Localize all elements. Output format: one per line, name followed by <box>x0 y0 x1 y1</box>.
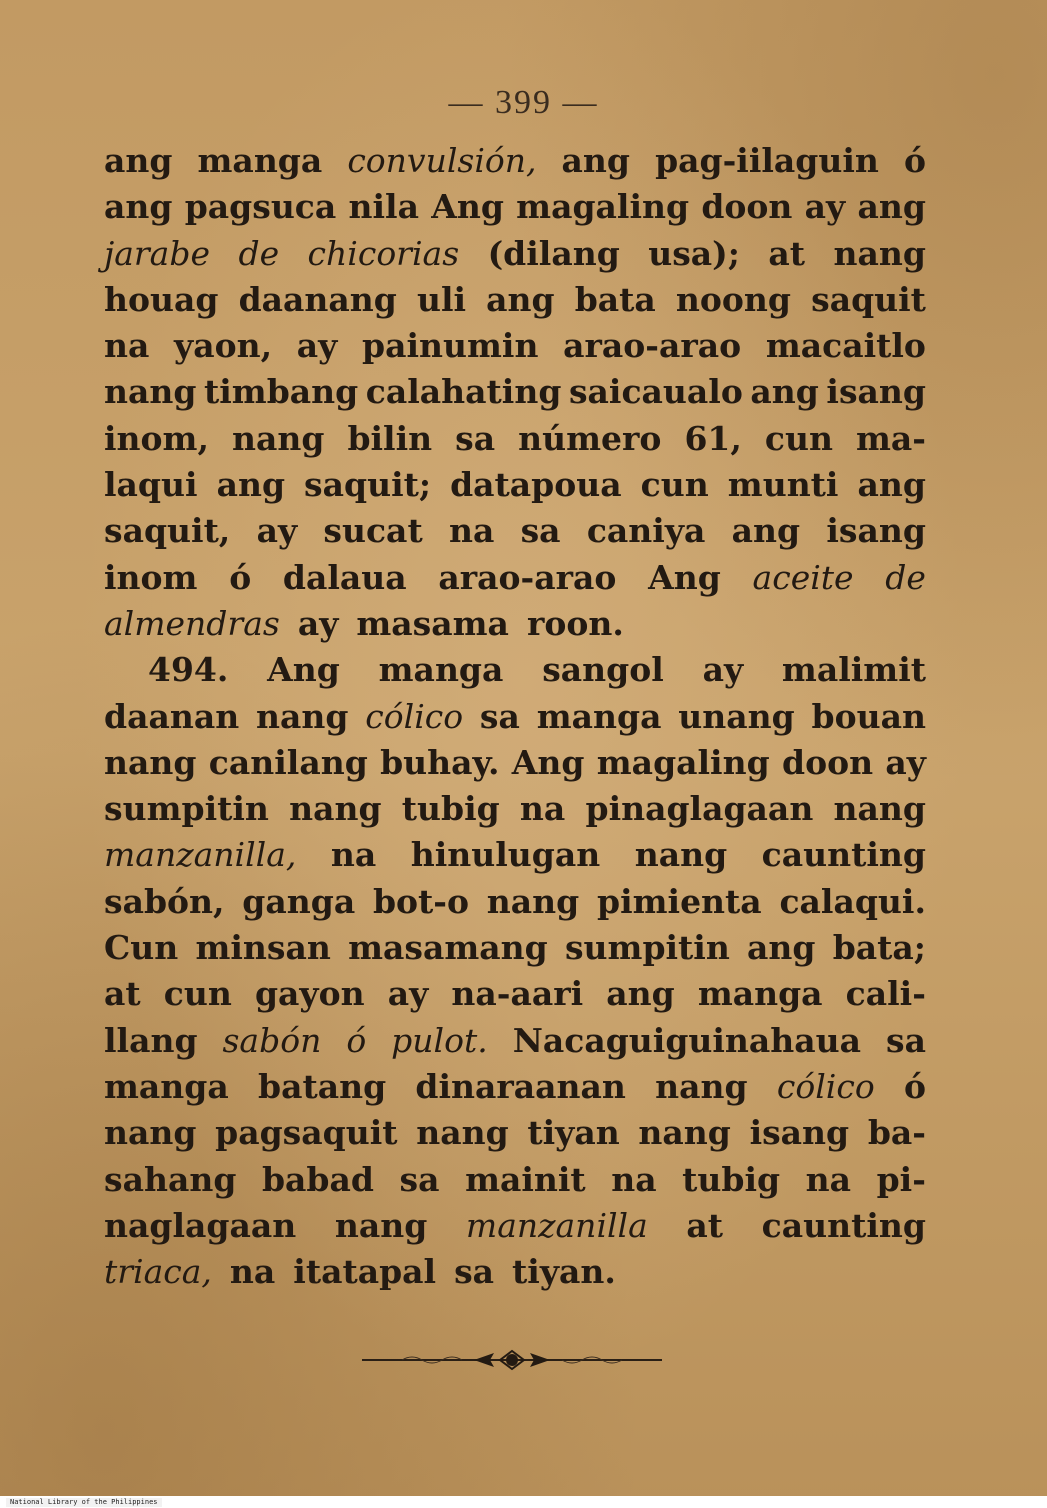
word: nang <box>416 1113 509 1153</box>
word: ay <box>804 187 846 227</box>
word: número <box>518 418 662 458</box>
word: caunting <box>761 835 926 875</box>
italic-word: pulot. <box>391 1020 488 1060</box>
word: arao-arao <box>563 326 742 366</box>
word: nang <box>334 1205 428 1245</box>
word: ang <box>486 279 555 319</box>
text-line <box>104 601 926 647</box>
word: cun <box>764 418 833 458</box>
word: daanang <box>238 279 397 319</box>
word: nang <box>634 835 728 875</box>
word: mainit <box>465 1159 586 1199</box>
word: pinaglagaan <box>585 789 814 829</box>
word: ganga <box>242 881 356 921</box>
word: isang <box>826 511 926 551</box>
word: magaling <box>516 187 690 227</box>
word: ang <box>857 187 926 227</box>
word: macaitlo <box>765 326 926 366</box>
word: llang <box>104 1020 198 1060</box>
word: roon. <box>526 603 624 643</box>
word: nang <box>256 696 349 736</box>
word: nang <box>655 1066 748 1106</box>
italic-word: convulsión, <box>347 141 537 180</box>
word: (dilang <box>487 233 620 273</box>
word: isang <box>826 372 926 412</box>
footer-credit: National Library of the Philippines <box>6 1498 162 1507</box>
word: calaqui. <box>779 881 926 921</box>
word: Nacaguiguinahaua <box>512 1020 862 1060</box>
word: ang <box>216 465 286 505</box>
word: cali- <box>845 974 926 1014</box>
text-line <box>104 416 926 462</box>
word: sa <box>886 1020 926 1060</box>
italic-word: cólico <box>776 1066 875 1106</box>
word: bouan <box>811 696 926 736</box>
word: ang <box>731 511 801 551</box>
word: babad <box>261 1159 374 1199</box>
word: ó <box>903 1066 926 1106</box>
word: nang <box>833 789 926 829</box>
text-line <box>104 832 926 878</box>
word: sumpitin <box>104 789 269 829</box>
text-line <box>104 971 926 1017</box>
text-line <box>104 786 926 832</box>
word: daanan <box>104 696 240 736</box>
word: pagsaquit <box>215 1113 398 1153</box>
word: ay <box>885 742 926 782</box>
word: cun <box>163 974 232 1014</box>
word: Ang <box>511 742 585 782</box>
word: ma- <box>855 418 926 458</box>
word: inom <box>104 557 198 597</box>
italic-word: jarabe <box>104 233 211 273</box>
word: Ang <box>648 557 721 597</box>
word: na <box>611 1159 657 1199</box>
word: sumpitin <box>564 928 730 968</box>
word: na <box>229 1252 276 1292</box>
word: Ang <box>431 187 504 227</box>
word: ang <box>606 974 675 1014</box>
text-line <box>104 925 926 971</box>
word: tiyan <box>527 1113 620 1153</box>
word: ay <box>256 511 298 551</box>
word: minsan <box>195 928 331 968</box>
word: masama <box>356 603 509 643</box>
word: sahang <box>104 1159 237 1199</box>
text-line <box>104 879 926 925</box>
word: datapoua <box>450 465 622 505</box>
word: sa <box>479 696 520 736</box>
word: munti <box>727 465 839 505</box>
text-line <box>104 323 926 369</box>
word: manga <box>378 650 504 690</box>
word: dinaraanan <box>415 1066 626 1106</box>
word: ang <box>747 928 816 968</box>
word: saquit <box>811 279 926 319</box>
word: nang <box>231 418 325 458</box>
word: ang <box>857 465 926 505</box>
italic-word: triaca, <box>104 1252 212 1292</box>
word: pimienta <box>597 881 762 921</box>
italic-word: manzanilla, <box>104 835 297 875</box>
text-line <box>104 1064 926 1110</box>
word: magaling <box>596 742 770 782</box>
word: unang <box>678 696 795 736</box>
word: naglagaan <box>104 1205 297 1245</box>
italic-word: de <box>885 557 926 597</box>
word: arao-arao <box>438 557 617 597</box>
word: cun <box>640 465 709 505</box>
word: doon <box>701 187 793 227</box>
word: ay <box>702 650 744 690</box>
word: na-aari <box>451 974 584 1014</box>
word: caunting <box>761 1205 926 1245</box>
page-number: — 399 — <box>448 84 599 121</box>
word: na <box>330 835 377 875</box>
word: usa); <box>648 233 740 273</box>
word: sangol <box>542 650 664 690</box>
word: nang <box>833 233 926 273</box>
word: caniya <box>586 511 706 551</box>
word: tubig <box>682 1159 781 1199</box>
text-line <box>104 694 926 740</box>
word: pag-iilaguin <box>655 141 879 180</box>
word: ay <box>297 603 339 643</box>
word: sa <box>399 1159 440 1199</box>
text-line <box>104 277 926 323</box>
word: malimit <box>781 650 926 690</box>
text-line <box>104 231 926 277</box>
word: gayon <box>254 974 365 1014</box>
word: pagsuca <box>184 187 337 227</box>
word: bata <box>574 279 656 319</box>
italic-word: chicorias <box>307 233 460 273</box>
word: nang <box>486 881 580 921</box>
word: nang <box>104 372 197 412</box>
word: ba- <box>867 1113 926 1153</box>
word: ó <box>229 557 252 597</box>
ornament-divider-icon <box>362 1349 662 1371</box>
word: timbang <box>204 372 359 412</box>
word: nang <box>104 742 197 782</box>
italic-word: aceite <box>752 557 854 597</box>
word: na <box>805 1159 852 1199</box>
word: masamang <box>348 928 548 968</box>
text-line <box>104 462 926 508</box>
word: saquit, <box>104 511 231 551</box>
word: bilin <box>347 418 433 458</box>
word: manga <box>536 696 662 736</box>
italic-word: manzanilla <box>465 1205 648 1245</box>
italic-word: ó <box>346 1020 367 1060</box>
body-text <box>104 138 926 1295</box>
word: sa <box>520 511 561 551</box>
word: Cun <box>104 928 179 968</box>
word: noong <box>675 279 791 319</box>
word: manga <box>697 974 823 1014</box>
word: Ang <box>267 650 340 690</box>
word: ay <box>387 974 429 1014</box>
italic-word: almendras <box>104 603 280 643</box>
word: saicaualo <box>568 372 743 412</box>
text-line <box>104 184 926 230</box>
word: houag <box>104 279 219 319</box>
text-line <box>104 647 926 693</box>
word: tiyan. <box>512 1252 616 1292</box>
word: na <box>104 326 150 366</box>
word: isang <box>749 1113 850 1153</box>
word: tubig <box>401 789 500 829</box>
word: dalaua <box>282 557 407 597</box>
word: sabón, <box>104 881 225 921</box>
word: calahating <box>365 372 562 412</box>
word: hinulugan <box>410 835 601 875</box>
word: at <box>768 233 806 273</box>
text-line <box>104 1157 926 1203</box>
word: ang <box>750 372 819 412</box>
italic-word: de <box>238 233 280 273</box>
word: batang <box>258 1066 387 1106</box>
text-line <box>104 740 926 786</box>
italic-word: cólico <box>365 696 464 736</box>
word: buhay. <box>380 742 500 782</box>
word: ang <box>104 141 173 180</box>
word: bot-o <box>372 881 470 921</box>
word: sa <box>454 1252 495 1292</box>
text-line <box>104 555 926 601</box>
word: at <box>104 974 141 1014</box>
text-line <box>104 369 926 415</box>
word: doon <box>782 742 874 782</box>
word: ay <box>296 326 338 366</box>
word: ó <box>903 141 926 180</box>
word: ang <box>104 187 173 227</box>
word: at <box>686 1205 724 1245</box>
word: saquit; <box>304 465 432 505</box>
text-line <box>104 1203 926 1249</box>
word: painumin <box>362 326 539 366</box>
word: bata; <box>832 928 926 968</box>
word: canilang <box>208 742 368 782</box>
word: na <box>519 789 566 829</box>
word: nila <box>348 187 419 227</box>
word: nang <box>638 1113 731 1153</box>
text-line <box>104 1249 926 1295</box>
italic-word: sabón <box>222 1020 322 1060</box>
word: nang <box>104 1113 197 1153</box>
word: manga <box>104 1066 229 1106</box>
word: laqui <box>104 465 198 505</box>
word: itatapal <box>293 1252 437 1292</box>
word: sa <box>455 418 496 458</box>
word: manga <box>197 141 323 180</box>
word: sucat <box>323 511 423 551</box>
word: 494. <box>148 650 229 690</box>
word: nang <box>289 789 382 829</box>
word: na <box>448 511 495 551</box>
text-line <box>104 1110 926 1156</box>
text-line <box>104 1018 926 1064</box>
word: uli <box>416 279 467 319</box>
text-line <box>104 508 926 554</box>
word: 61, <box>684 418 742 458</box>
word: pi- <box>876 1159 926 1199</box>
word: yaon, <box>174 326 273 366</box>
word: ang <box>561 141 630 180</box>
text-line <box>104 138 926 184</box>
word: inom, <box>104 418 209 458</box>
